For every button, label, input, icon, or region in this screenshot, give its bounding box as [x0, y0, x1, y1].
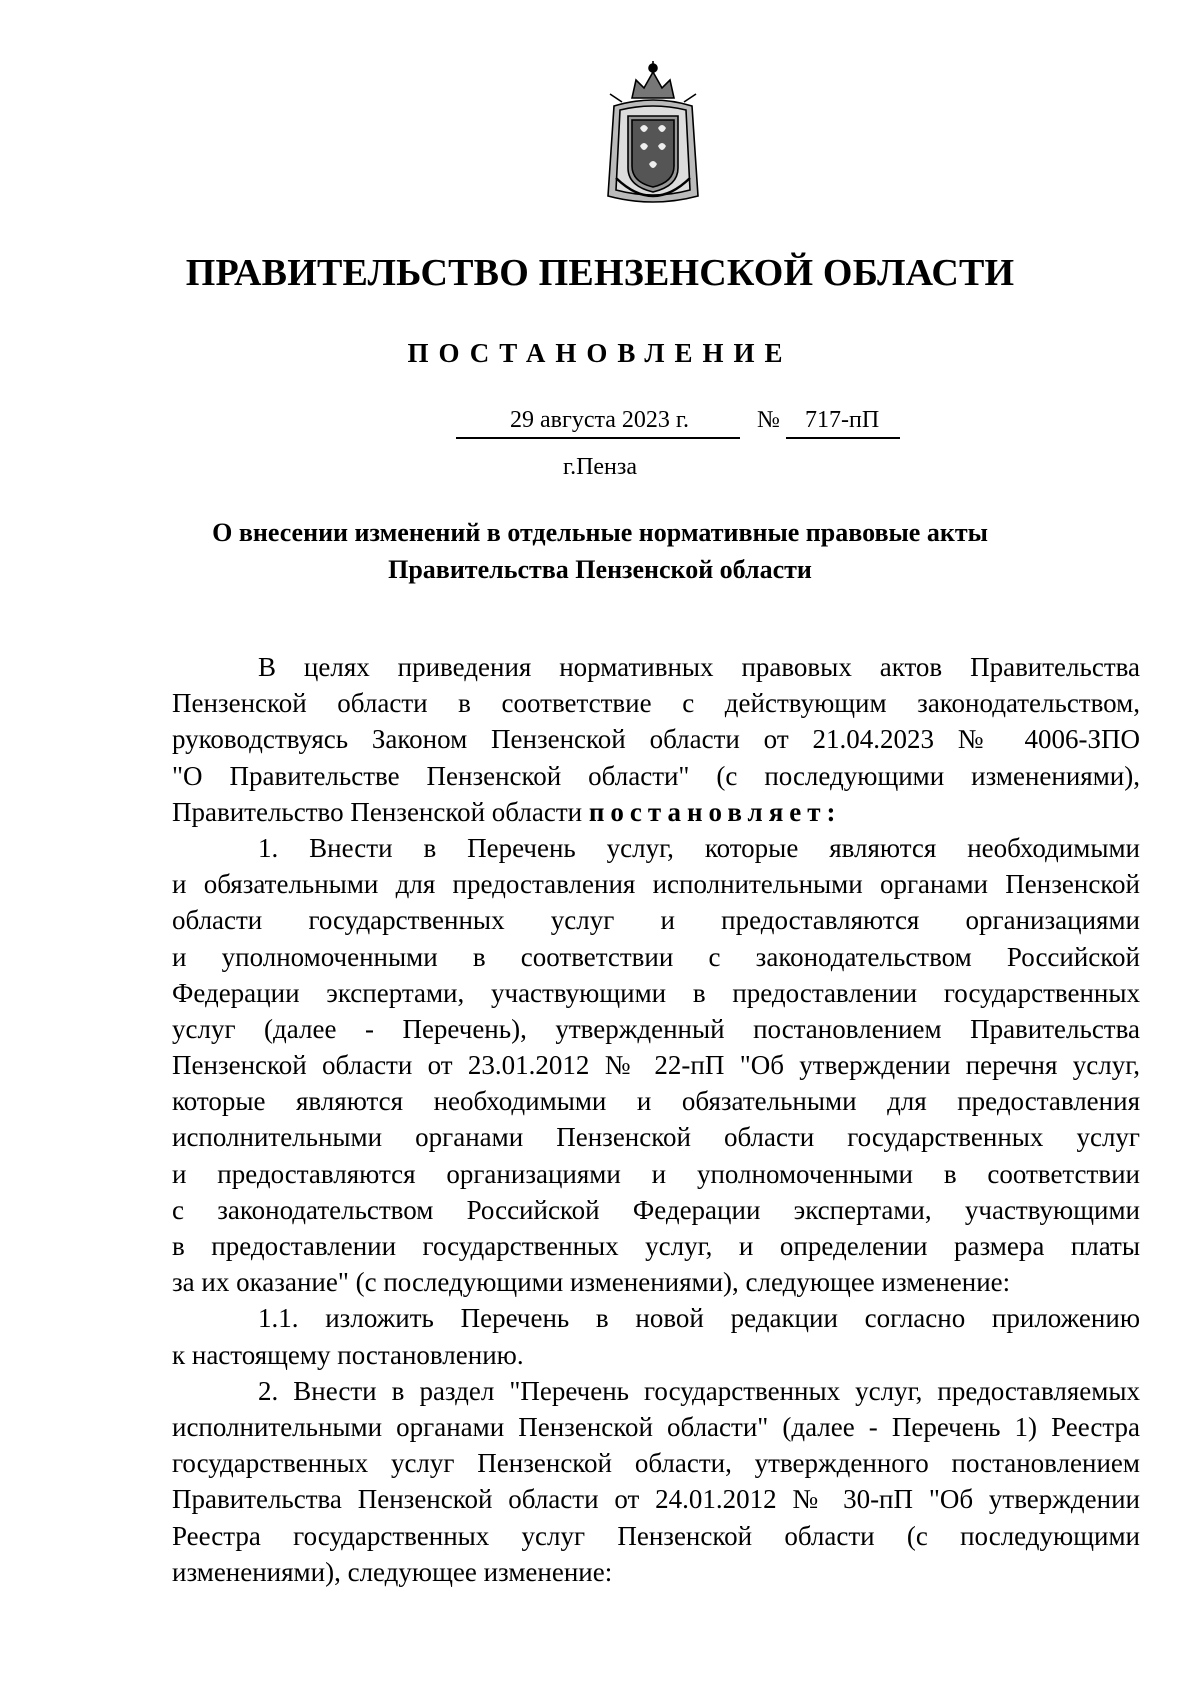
- body-line: и уполномоченными в соответствии с законодательством Российской: [172, 941, 1140, 972]
- body-line: Пензенской области в соответствие с действующим законодательством,: [172, 688, 1140, 719]
- body-line: к настоящему постановлению.: [172, 1339, 524, 1370]
- body-line: изменениями), следующее изменение:: [172, 1556, 613, 1587]
- body-line: Федерации экспертами, участвующими в предоставлении государственных: [172, 977, 1140, 1008]
- body-line: исполнительными органами Пензенской области" (далее - Перечень 1) Реестра: [172, 1411, 1140, 1442]
- resolves-word: постановляет:: [588, 796, 842, 827]
- coat-of-arms-icon: [602, 58, 704, 210]
- body-line: и обязательными для предоставления исполнительными органами Пензенской: [172, 869, 1140, 900]
- body-line: которые являются необходимыми и обязательными для предоставления: [172, 1086, 1140, 1117]
- body-line: услуг (далее - Перечень), утвержденный постановлением Правительства: [172, 1013, 1140, 1044]
- body-line: государственных услуг Пензенской области, утвержденного постановлением: [172, 1448, 1140, 1479]
- body-line: 2. Внести в раздел "Перечень государственных услуг, предоставляемых: [258, 1375, 1140, 1406]
- document-type: ПОСТАНОВЛЕНИЕ: [407, 338, 793, 368]
- body-line: области государственных услуг и предоставляются организациями: [172, 905, 1140, 936]
- body-line: руководствуясь Законом Пензенской области от 21.04.2023 № 4006-ЗПО: [172, 724, 1140, 755]
- body-line: Пензенской области от 23.01.2012 № 22-пП "Об утверждении перечня услуг,: [172, 1050, 1140, 1081]
- body-line: исполнительными органами Пензенской области государственных услуг: [172, 1122, 1140, 1153]
- body-line: 1.1. изложить Перечень в новой редакции согласно приложению: [258, 1303, 1140, 1334]
- subject-line: О внесении изменений в отдельные нормативные правовые акты: [212, 518, 988, 547]
- number-sign: №: [757, 407, 780, 433]
- document-number: 717-пП: [805, 407, 880, 433]
- document-subject: [130, 514, 1070, 588]
- city: г.Пенза: [562, 454, 638, 480]
- body-line: В целях приведения нормативных правовых актов Правительства: [258, 652, 1140, 682]
- number-underline: [786, 437, 900, 439]
- subject-line: Правительства Пензенской области: [388, 555, 812, 584]
- body-line: и предоставляются организациями и уполномоченными в соответствии: [172, 1158, 1140, 1189]
- page-title: ПРАВИТЕЛЬСТВО ПЕНЗЕНСКОЙ ОБЛАСТИ: [185, 252, 1015, 294]
- document-body: [172, 649, 1140, 1590]
- body-line: в предоставлении государственных услуг, и определении размера платы: [172, 1231, 1140, 1261]
- body-text: Правительство Пензенской области: [172, 796, 583, 827]
- body-line: с законодательством Российской Федерации экспертами, участвующими: [172, 1194, 1140, 1225]
- body-line: [172, 794, 1140, 830]
- body-line: Реестра государственных услуг Пензенской области (с последующими: [172, 1520, 1140, 1551]
- body-line: "О Правительстве Пензенской области" (с последующими изменениями),: [172, 760, 1140, 791]
- body-line: 1. Внести в Перечень услуг, которые являются необходимыми: [258, 832, 1140, 863]
- body-line: Правительства Пензенской области от 24.01.2012 № 30-пП "Об утверждении: [172, 1484, 1140, 1515]
- body-line: за их оказание" (с последующими изменениями), следующее изменение:: [172, 1267, 1011, 1298]
- document-date: 29 августа 2023 г.: [510, 407, 690, 433]
- date-underline: [456, 437, 740, 439]
